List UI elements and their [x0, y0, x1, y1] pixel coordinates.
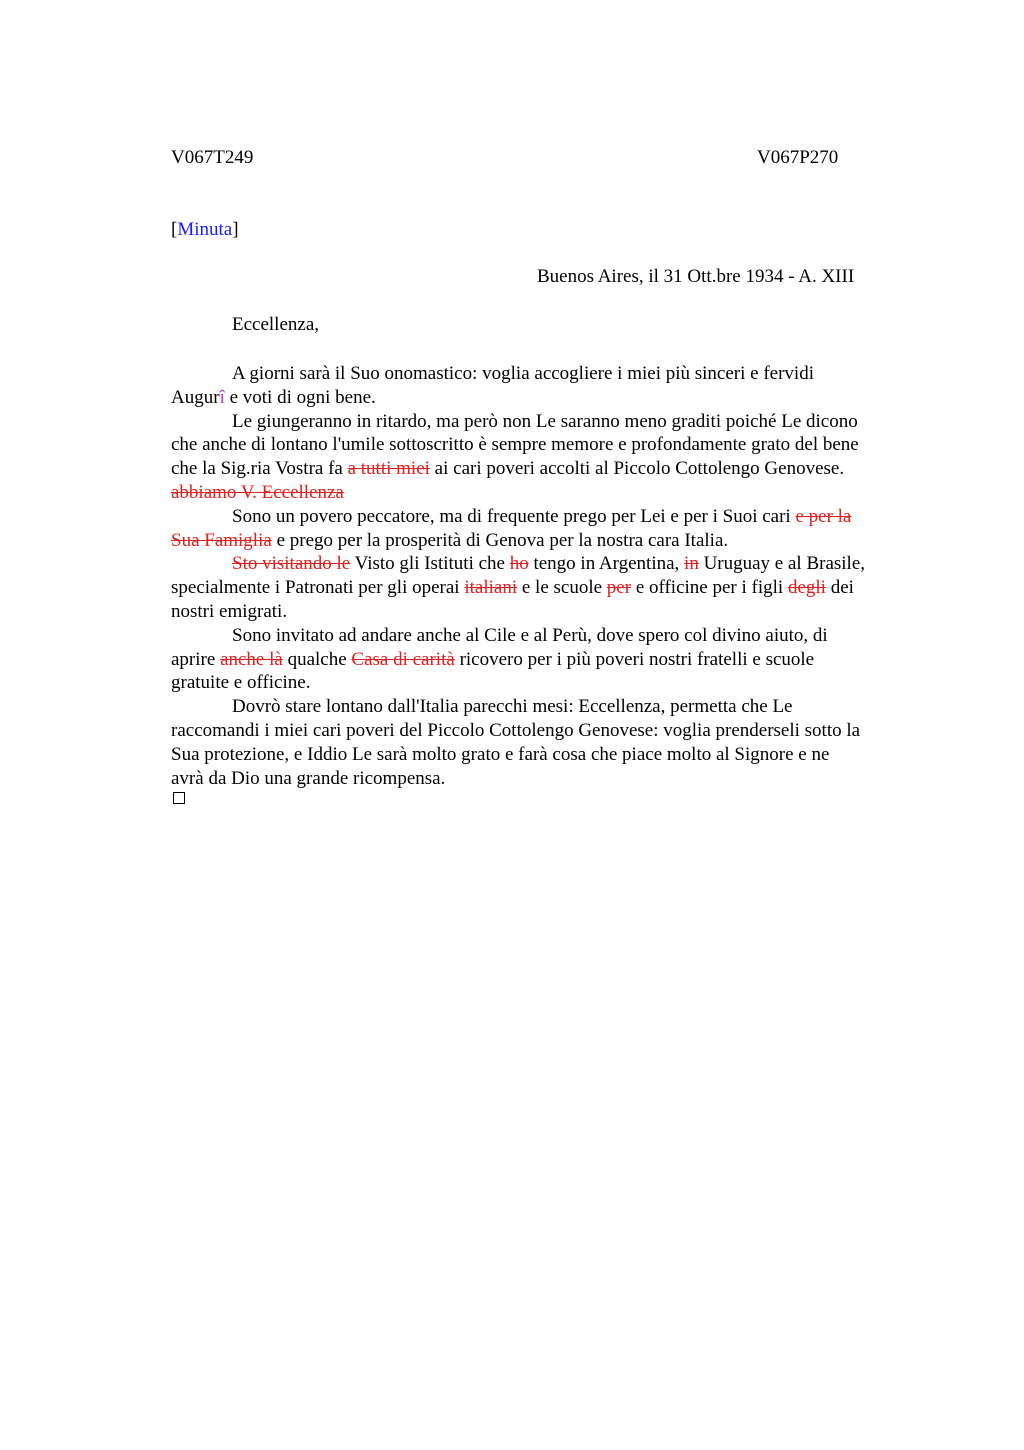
document-code-left: V067T249 — [171, 147, 254, 168]
body-line — [171, 481, 931, 505]
text: che anche di lontano l'umile sottoscritto è sempre memore e profondamente grato del bene — [171, 434, 859, 456]
body-line — [171, 671, 931, 695]
modified-text: î — [219, 386, 225, 408]
body-line — [171, 624, 931, 648]
body-line — [171, 529, 931, 553]
deleted-text: degli — [787, 577, 826, 599]
dateline: Buenos Aires, il 31 Ott.bre 1934 - A. XIII — [537, 266, 855, 287]
note-bracket-open: [ — [171, 219, 178, 240]
text: Dovrò stare lontano dall'Italia parecchi mesi: Eccellenza, permetta che Le — [232, 696, 793, 718]
deleted-text: in — [684, 553, 699, 575]
deleted-text: Sto visitando le — [232, 553, 351, 575]
text: Augur — [171, 386, 220, 408]
body-line — [171, 576, 931, 600]
text: gratuite e officine. — [171, 672, 311, 694]
body-line — [171, 410, 931, 434]
body-line — [171, 505, 931, 529]
body-line — [171, 600, 931, 624]
body-line — [171, 362, 931, 386]
document-code-right: V067P270 — [757, 147, 839, 168]
text: tengo in Argentina, — [528, 553, 685, 575]
text: ricovero per i più poveri nostri fratelli e scuole — [454, 648, 815, 670]
deleted-text: a tutti miei — [347, 458, 430, 480]
letter-body — [171, 362, 931, 790]
text: specialmente i Patronati per gli operai — [171, 577, 465, 599]
text: Sono un povero peccatore, ma di frequente prego per Lei e per i Suoi cari — [232, 505, 796, 527]
body-line — [171, 767, 931, 791]
text: e voti di ogni bene. — [224, 386, 376, 408]
editorial-note — [171, 219, 239, 241]
deleted-text: abbiamo V. Eccellenza — [171, 481, 344, 503]
text: Visto gli Istituti che — [350, 553, 510, 575]
text: Sua protezione, e Iddio Le sarà molto grato e farà cosa che piace molto al Signore e ne — [171, 743, 830, 765]
text: aprire — [171, 648, 221, 670]
deleted-text: italiani — [464, 577, 518, 599]
text: raccomandi i miei cari poveri del Piccolo Cottolengo Genovese: voglia prenderseli sotto la — [171, 719, 861, 741]
body-line — [171, 695, 931, 719]
text: qualche — [282, 648, 352, 670]
text: e officine per i figli — [631, 577, 788, 599]
text: Le giungeranno in ritardo, ma però non Le saranno meno graditi poiché Le dicono — [232, 410, 858, 432]
body-line — [171, 719, 931, 743]
deleted-text: ho — [509, 553, 529, 575]
text: e le scuole — [517, 577, 607, 599]
text: dei — [825, 577, 854, 599]
text: Sono invitato ad andare anche al Cile e al Perù, dove spero col divino aiuto, di — [232, 624, 828, 646]
text: Uruguay e al Brasile, — [698, 553, 866, 575]
deleted-text: e per la — [795, 505, 852, 527]
note-label: Minuta — [177, 219, 233, 240]
deleted-text: anche là — [220, 648, 283, 670]
end-marker-box — [173, 792, 185, 804]
body-line — [171, 433, 931, 457]
deleted-text: Casa di carità — [351, 648, 455, 670]
body-line — [171, 552, 931, 576]
note-bracket-close: ] — [232, 219, 239, 240]
text: A giorni sarà il Suo onomastico: voglia accogliere i miei più sinceri e fervidi — [232, 363, 814, 384]
body-line — [171, 386, 931, 410]
text: avrà da Dio una grande ricompensa. — [171, 767, 446, 789]
text: e prego per la prosperità di Genova per la nostra cara Italia. — [271, 529, 729, 551]
body-line — [171, 457, 931, 481]
text: nostri emigrati. — [171, 600, 288, 622]
deleted-text: per — [606, 577, 632, 599]
body-line — [171, 743, 931, 767]
deleted-text: Sua Famiglia — [171, 529, 272, 551]
salutation: Eccellenza, — [232, 314, 320, 335]
text: ai cari poveri accolti al Piccolo Cottolengo Genovese. — [429, 458, 845, 480]
text: che la Sig.ria Vostra fa — [171, 458, 348, 480]
body-line — [171, 648, 931, 672]
